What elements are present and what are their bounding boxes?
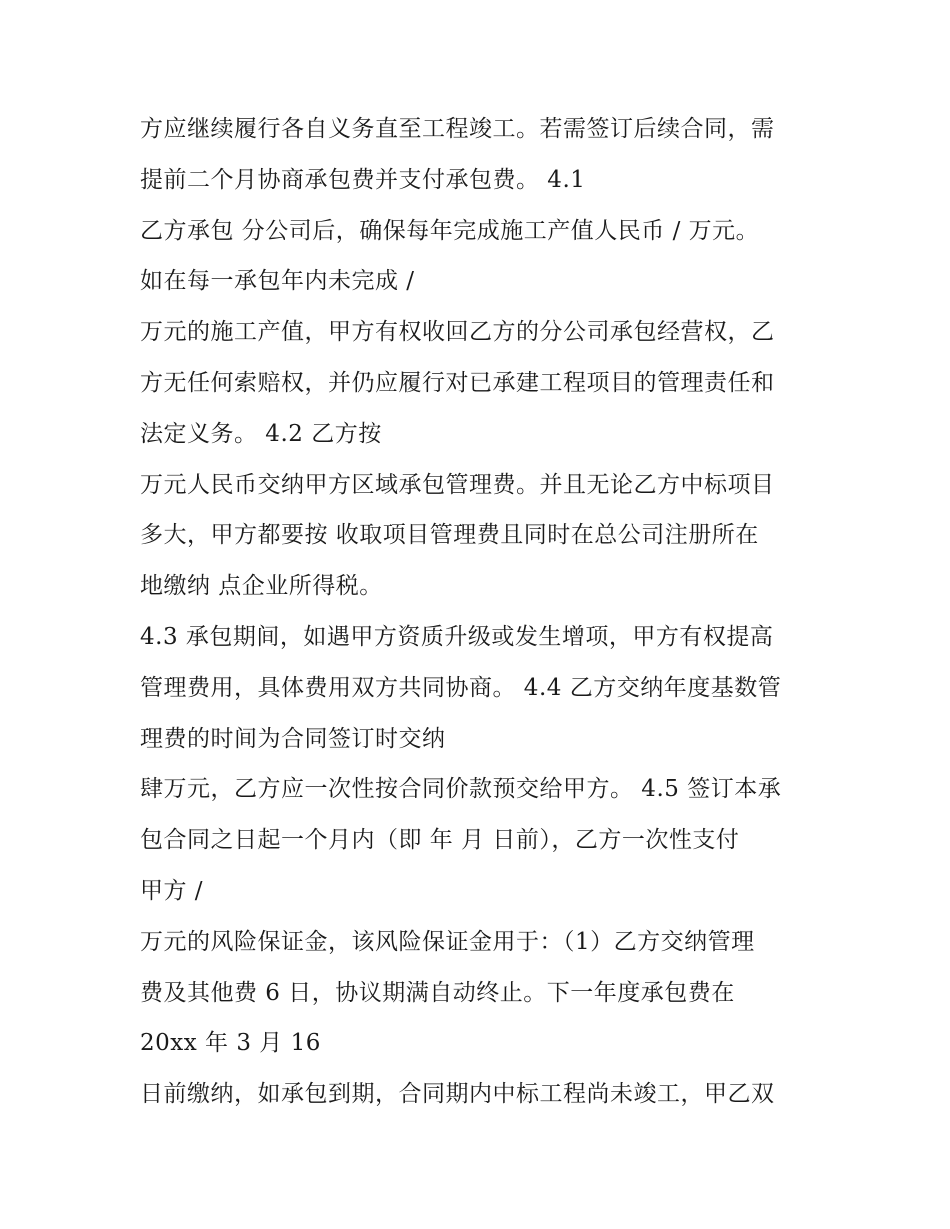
text-line: 费及其他费 6 日，协议期满自动终止。下一年度承包费在 xyxy=(140,979,735,1006)
text-line: 理费的时间为合同签订时交纳 xyxy=(140,725,446,752)
text-line: 甲方 / xyxy=(140,877,204,904)
text-line: 乙方承包 分公司后，确保每年完成施工产值人民币 / 万元。 xyxy=(140,217,760,244)
contract-text xyxy=(140,104,840,1120)
text-line: 方应继续履行各自义务直至工程竣工。若需签订后续合同，需 xyxy=(140,116,775,142)
text-line: 多大，甲方都要按 收取项目管理费且同时在总公司注册所在 xyxy=(140,522,759,549)
text-line: 方无任何索赔权，并仍应履行对已承建工程项目的管理责任和 xyxy=(140,369,775,396)
text-line: 4.3 承包期间，如遇甲方资质升级或发生增项，甲方有权提高 xyxy=(140,623,774,650)
text-line: 万元的施工产值，甲方有权收回乙方的分公司承包经营权，乙 xyxy=(140,319,775,346)
text-line: 法定义务。 4.2 乙方按 xyxy=(140,420,382,447)
text-line: 万元人民币交纳甲方区域承包管理费。并且无论乙方中标项目 xyxy=(140,471,775,498)
text-line: 地缴纳 点企业所得税。 xyxy=(140,573,383,600)
text-line: 提前二个月协商承包费并支付承包费。 4.1 xyxy=(140,166,586,193)
text-line: 万元的风险保证金，该风险保证金用于：（1）乙方交纳管理 xyxy=(140,928,755,955)
text-line: 肆万元，乙方应一次性按合同价款预交给甲方。 4.5 签订本承 xyxy=(140,776,782,803)
text-line: 日前缴纳，如承包到期，合同期内中标工程尚未竣工，甲乙双 xyxy=(140,1081,775,1108)
text-line: 管理费用，具体费用双方共同协商。 4.4 乙方交纳年度基数管 xyxy=(140,674,782,701)
text-line: 20xx 年 3 月 16 xyxy=(140,1030,321,1057)
text-line: 如在每一承包年内未完成 / xyxy=(140,268,415,295)
text-line: 包合同之日起一个月内（即 年 月 日前），乙方一次性支付 xyxy=(140,827,740,854)
